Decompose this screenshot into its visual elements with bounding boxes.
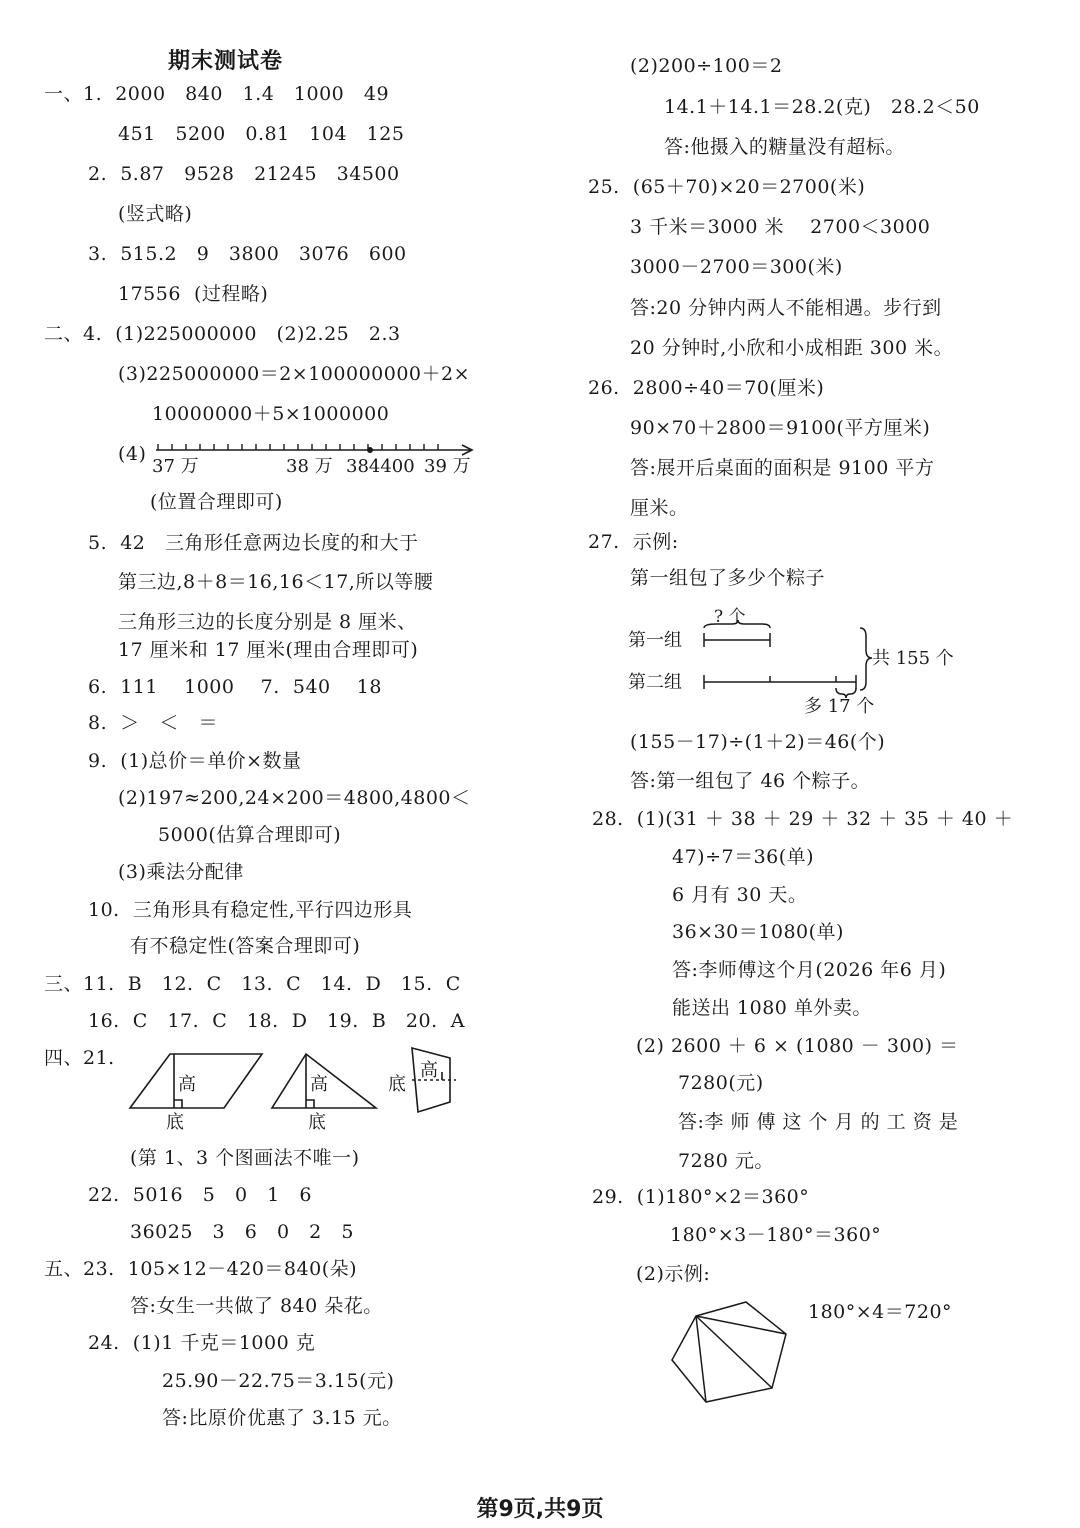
answer-line: 三、11. B 12. C 13. C 14. D 15. C [44, 973, 461, 995]
base-label: 底 [166, 1112, 184, 1133]
answer-line: 6 月有 30 天。 [672, 884, 808, 906]
answer-line: 答:他摄入的糖量没有超标。 [664, 136, 905, 158]
answer-line: 答:20 分钟内两人不能相遇。步行到 [630, 297, 942, 319]
answer-line: 一、1. 2000 840 1.4 1000 49 [44, 83, 390, 105]
answer-line: 36×30＝1080(单) [672, 921, 844, 943]
answer-line: 90×70＋2800＝9100(平方厘米) [630, 417, 931, 439]
answer-line: 答:比原价优惠了 3.15 元。 [162, 1407, 402, 1429]
answer-line: 25.90－22.75＝3.15(元) [162, 1370, 395, 1392]
answer-line: (2)示例: [636, 1263, 711, 1285]
answer-line: 6. 111 1000 7. 540 18 [88, 676, 382, 698]
answer-line: 7280(元) [678, 1072, 764, 1094]
answer-line: 答:李师傅这个月(2026 年6 月) [672, 959, 947, 981]
answer-line: (第 1、3 个图画法不唯一) [130, 1147, 360, 1169]
number-line-label: 38 万 [286, 456, 333, 477]
number-line-label: 39 万 [424, 456, 471, 477]
answer-line: 26. 2800÷40＝70(厘米) [588, 377, 825, 399]
answer-line: (位置合理即可) [150, 491, 283, 513]
segment-diagram [628, 600, 968, 720]
answer-line: 二、4. (1)225000000 (2)2.25 2.3 [44, 323, 401, 345]
number-line-label: 37 万 [152, 456, 199, 477]
answer-line: 三角形三边的长度分别是 8 厘米、 [118, 611, 417, 633]
height-label: 高 [420, 1060, 438, 1081]
answer-line: 14.1＋14.1＝28.2(克) 28.2＜50 [664, 96, 980, 118]
question-label: ? 个 [714, 607, 746, 627]
answer-line: 180°×3－180°＝360° [670, 1224, 882, 1246]
answer-line: 3. 515.2 9 3800 3076 600 [88, 243, 407, 265]
answer-line: 27. 示例: [588, 531, 679, 553]
answer-line: 5000(估算合理即可) [158, 824, 342, 846]
answer-line: 厘米。 [630, 497, 689, 519]
answer-line: 3 千米＝3000 米 2700＜3000 [630, 216, 931, 238]
answer-line: 10000000＋5×1000000 [152, 403, 390, 425]
answer-line: 答:女生一共做了 840 朵花。 [130, 1295, 383, 1317]
answer-line: 四、21. [44, 1047, 115, 1069]
answer-line: 451 5200 0.81 104 125 [118, 123, 405, 145]
answer-line: 16. C 17. C 18. D 19. B 20. A [88, 1010, 465, 1032]
answer-line: (2)197≈200,24×200＝4800,4800＜ [118, 787, 471, 809]
answer-line: (3)乘法分配律 [118, 861, 244, 883]
total-label: 共 155 个 [872, 648, 954, 669]
number-line-label: 384400 [346, 456, 415, 477]
answer-line: 25. (65＋70)×20＝2700(米) [588, 176, 866, 198]
answer-line: 47)÷7＝36(单) [672, 846, 815, 868]
answer-line: 8. ＞ ＜ ＝ [88, 712, 218, 734]
answer-line: (4) [118, 443, 147, 465]
answer-line: 10. 三角形具有稳定性,平行四边形具 [88, 899, 413, 921]
group-label: 第一组 [628, 630, 682, 651]
answer-line: 36025 3 6 0 2 5 [130, 1221, 354, 1243]
answer-line: 答:第一组包了 46 个粽子。 [630, 770, 871, 792]
answer-line: 17 厘米和 17 厘米(理由合理即可) [118, 639, 419, 661]
base-label: 底 [308, 1112, 326, 1133]
answer-line: (2) 2600 ＋ 6 × (1080 － 300) ＝ [636, 1035, 959, 1057]
answer-line: (3)225000000＝2×100000000＋2× [118, 363, 471, 385]
answer-line: 24. (1)1 千克＝1000 克 [88, 1332, 316, 1354]
answer-line: 17556 (过程略) [118, 283, 269, 305]
answer-line: (2)200÷100＝2 [630, 55, 783, 77]
answer-line: 能送出 1080 单外卖。 [672, 997, 872, 1019]
hexagon-figure [668, 1296, 798, 1412]
number-line-point [367, 447, 373, 453]
page-footer: 第9页,共9页 [476, 1497, 604, 1522]
answer-line: 20 分钟时,小欣和小成相距 300 米。 [630, 337, 954, 359]
answer-line: 3000－2700＝300(米) [630, 256, 843, 278]
answer-line: 2. 5.87 9528 21245 34500 [88, 163, 400, 185]
answer-line: 22. 5016 5 0 1 6 [88, 1184, 312, 1206]
answer-line: 28. (1)(31 ＋ 38 ＋ 29 ＋ 32 ＋ 35 ＋ 40 ＋ [592, 808, 1014, 830]
height-label: 高 [310, 1074, 328, 1095]
answer-line: (竖式略) [118, 203, 193, 225]
page-title: 期末测试卷 [168, 49, 284, 74]
base-label: 底 [388, 1074, 406, 1095]
group-label: 第二组 [628, 672, 682, 693]
answer-line: 7280 元。 [678, 1150, 774, 1172]
difference-label: 多 17 个 [804, 696, 875, 717]
answer-line: 五、23. 105×12－420＝840(朵) [44, 1258, 358, 1280]
answer-line: 9. (1)总价＝单价×数量 [88, 750, 302, 772]
answer-line: 第一组包了多少个粽子 [630, 567, 826, 589]
answer-line: 5. 42 三角形任意两边长度的和大于 [88, 532, 419, 554]
height-label: 高 [178, 1074, 196, 1095]
number-line-figure [150, 436, 490, 480]
answer-line: 29. (1)180°×2＝360° [592, 1186, 810, 1208]
height-base-figures [126, 1046, 466, 1134]
answer-line: 第三边,8＋8＝16,16＜17,所以等腰 [118, 571, 434, 593]
answer-line: 答:展开后桌面的面积是 9100 平方 [630, 457, 935, 479]
answer-line: 180°×4＝720° [808, 1301, 953, 1323]
answer-line: 有不稳定性(答案合理即可) [130, 935, 361, 957]
answer-line: (155－17)÷(1＋2)＝46(个) [630, 731, 886, 753]
answer-line: 答:李 师 傅 这 个 月 的 工 资 是 [678, 1111, 959, 1133]
